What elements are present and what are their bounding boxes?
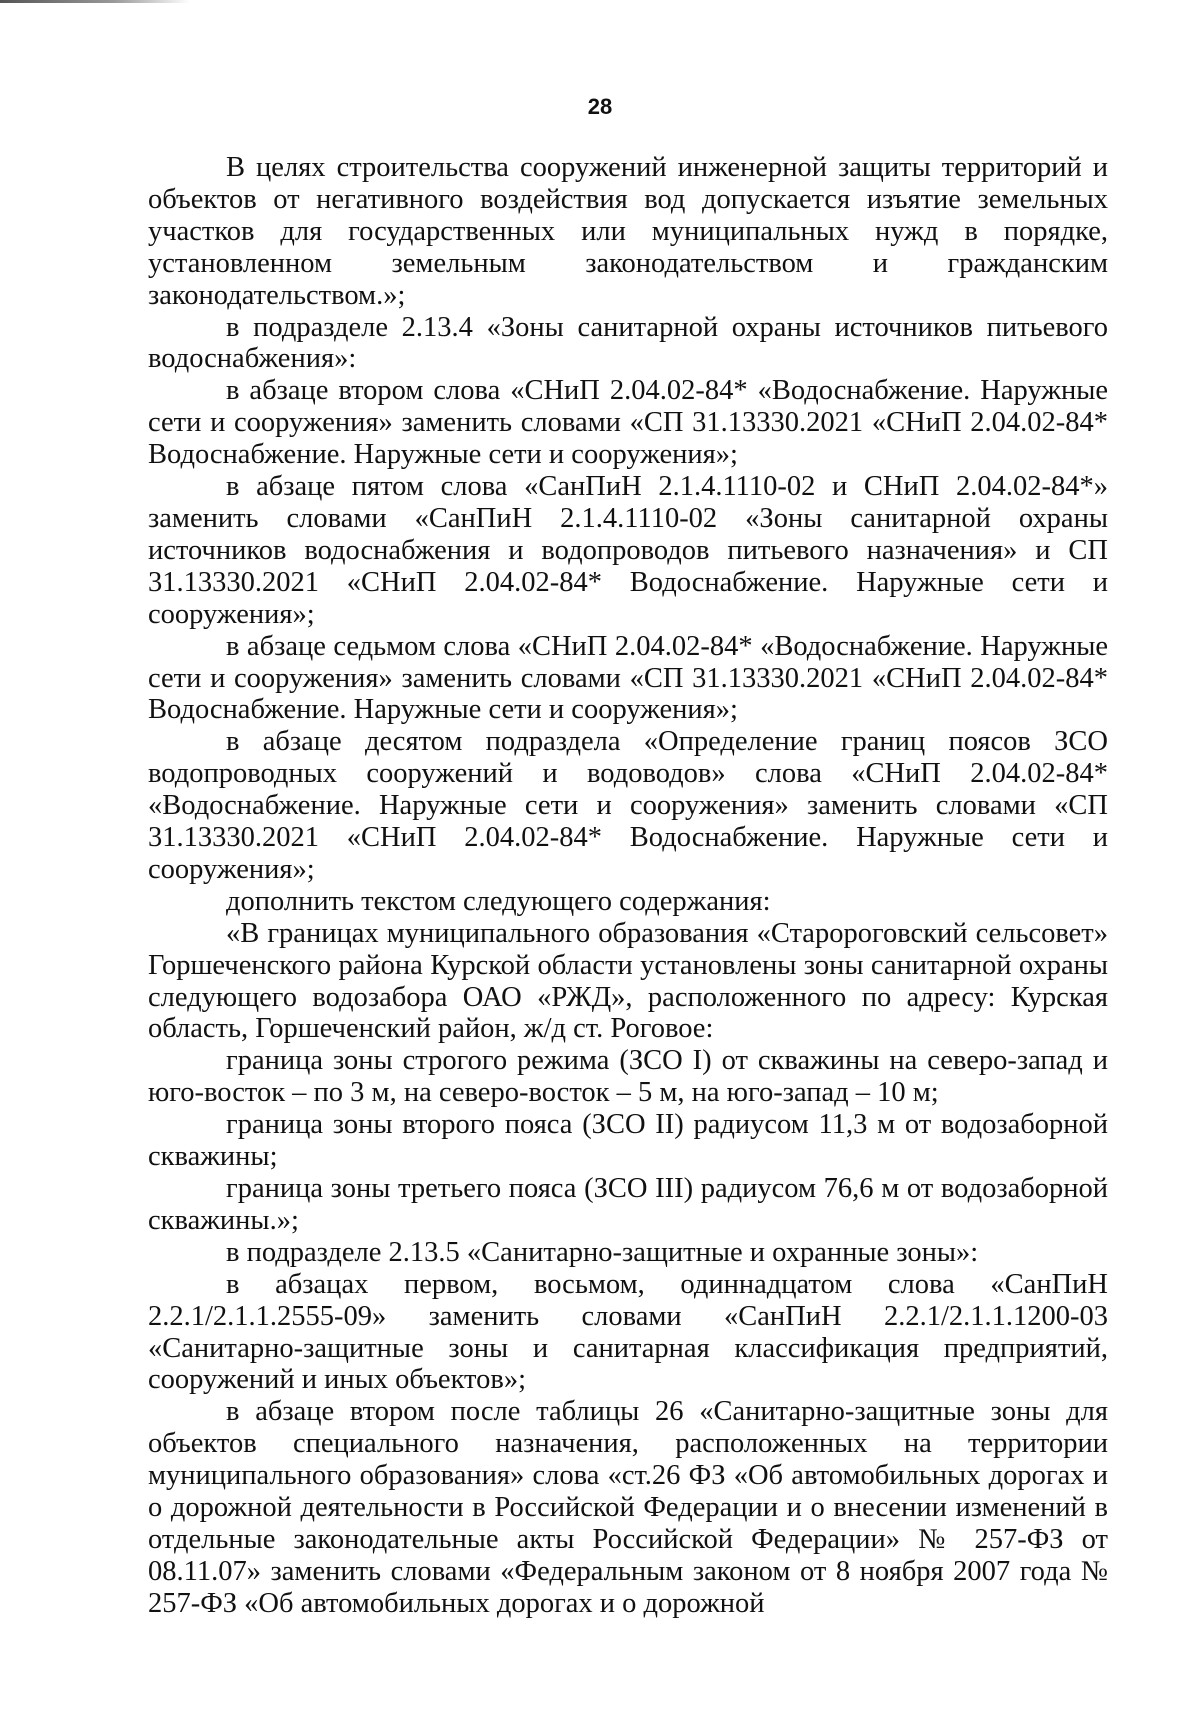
page-number: 28 <box>587 94 613 119</box>
paragraph-12: в подразделе 2.13.5 «Санитарно-защитные и охранные зоны»: <box>226 1236 979 1268</box>
paragraph-9: граница зоны строгого режима (ЗСО I) от скважины на северо-запад и юго-восток – по 3 м, на северо-восток – 5 м, на юго-запад – 10 м; <box>148 1045 1108 1109</box>
scan-edge-mark <box>0 0 190 3</box>
paragraph-10: граница зоны второго пояса (ЗСО II) радиусом 11,3 м от водозаборной скважины; <box>148 1109 1108 1173</box>
paragraph-2: в подразделе 2.13.4 «Зоны санитарной охраны источников питьевого водоснабжения»: <box>148 311 1108 375</box>
paragraph-8: «В границах муниципального образования «Старороговский сельсовет» Горшеченского района Курской области установлены зоны санитарной охраны следующего водозабора ОАО «РЖД», расположенного по адресу: Курская область, Горшеченский район, ж/д ст. Роговое: <box>148 917 1108 1045</box>
paragraph-13: в абзацах первом, восьмом, одиннадцатом слова «СанПиН 2.2.1/2.1.1.2555-09» заменить словами «СанПиН 2.2.1/2.1.1.1200-03 «Санитарно-защитные зоны и санитарная классификация предприятий, сооружений и иных объектов»; <box>148 1268 1108 1396</box>
paragraph-1: В целях строительства сооружений инженерной защиты территорий и объектов от негативного воздействия вод допускается изъятие земельных участков для государственных или муниципальных нужд в порядке, установленном земельным законодательством и гражданским законодательством.»; <box>148 152 1108 311</box>
paragraph-7: дополнить текстом следующего содержания: <box>226 885 771 917</box>
paragraph-11: граница зоны третьего пояса (ЗСО III) радиусом 76,6 м от водозаборной скважины.»; <box>148 1173 1108 1236</box>
paragraph-6: в абзаце десятом подраздела «Определение границ поясов ЗСО водопроводных сооружений и водоводов» слова «СНиП 2.04.02-84* «Водоснабжение. Наружные сети и сооружения» заменить словами «СП 31.13330.2021 «СНиП 2.04.02-84* Водоснабжение. Наружные сети и сооружения»; <box>148 726 1108 885</box>
paragraph-14: в абзаце втором после таблицы 26 «Санитарно-защитные зоны для объектов специального назначения, расположенных на территории муниципального образования» слова «ст.26 ФЗ «Об автомобильных дорогах и о дорожной деятельности в Российской Федерации и о внесении изменений в отдельные законодательные акты Российской Федерации» № 257-ФЗ от 08.11.07» заменить словами «Федеральным законом от 8 ноября 2007 года № 257-ФЗ «Об автомобильных дорогах и о дорожной <box>148 1396 1108 1619</box>
paragraph-5: в абзаце седьмом слова «СНиП 2.04.02-84* «Водоснабжение. Наружные сети и сооружения» заменить словами «СП 31.13330.2021 «СНиП 2.04.02-84* Водоснабжение. Наружные сети и сооружения»; <box>148 630 1108 726</box>
paragraph-4: в абзаце пятом слова «СанПиН 2.1.4.1110-02 и СНиП 2.04.02-84*» заменить словами «СанПиН 2.1.4.1110-02 «Зоны санитарной охраны источников водоснабжения и водопроводов питьевого назначения» и СП 31.13330.2021 «СНиП 2.04.02-84* Водоснабжение. Наружные сети и сооружения»; <box>148 471 1108 630</box>
paragraph-3: в абзаце втором слова «СНиП 2.04.02-84* «Водоснабжение. Наружные сети и сооружения» заменить словами «СП 31.13330.2021 «СНиП 2.04.02-84* Водоснабжение. Наружные сети и сооружения»; <box>148 375 1108 471</box>
document-body <box>148 152 1108 1620</box>
